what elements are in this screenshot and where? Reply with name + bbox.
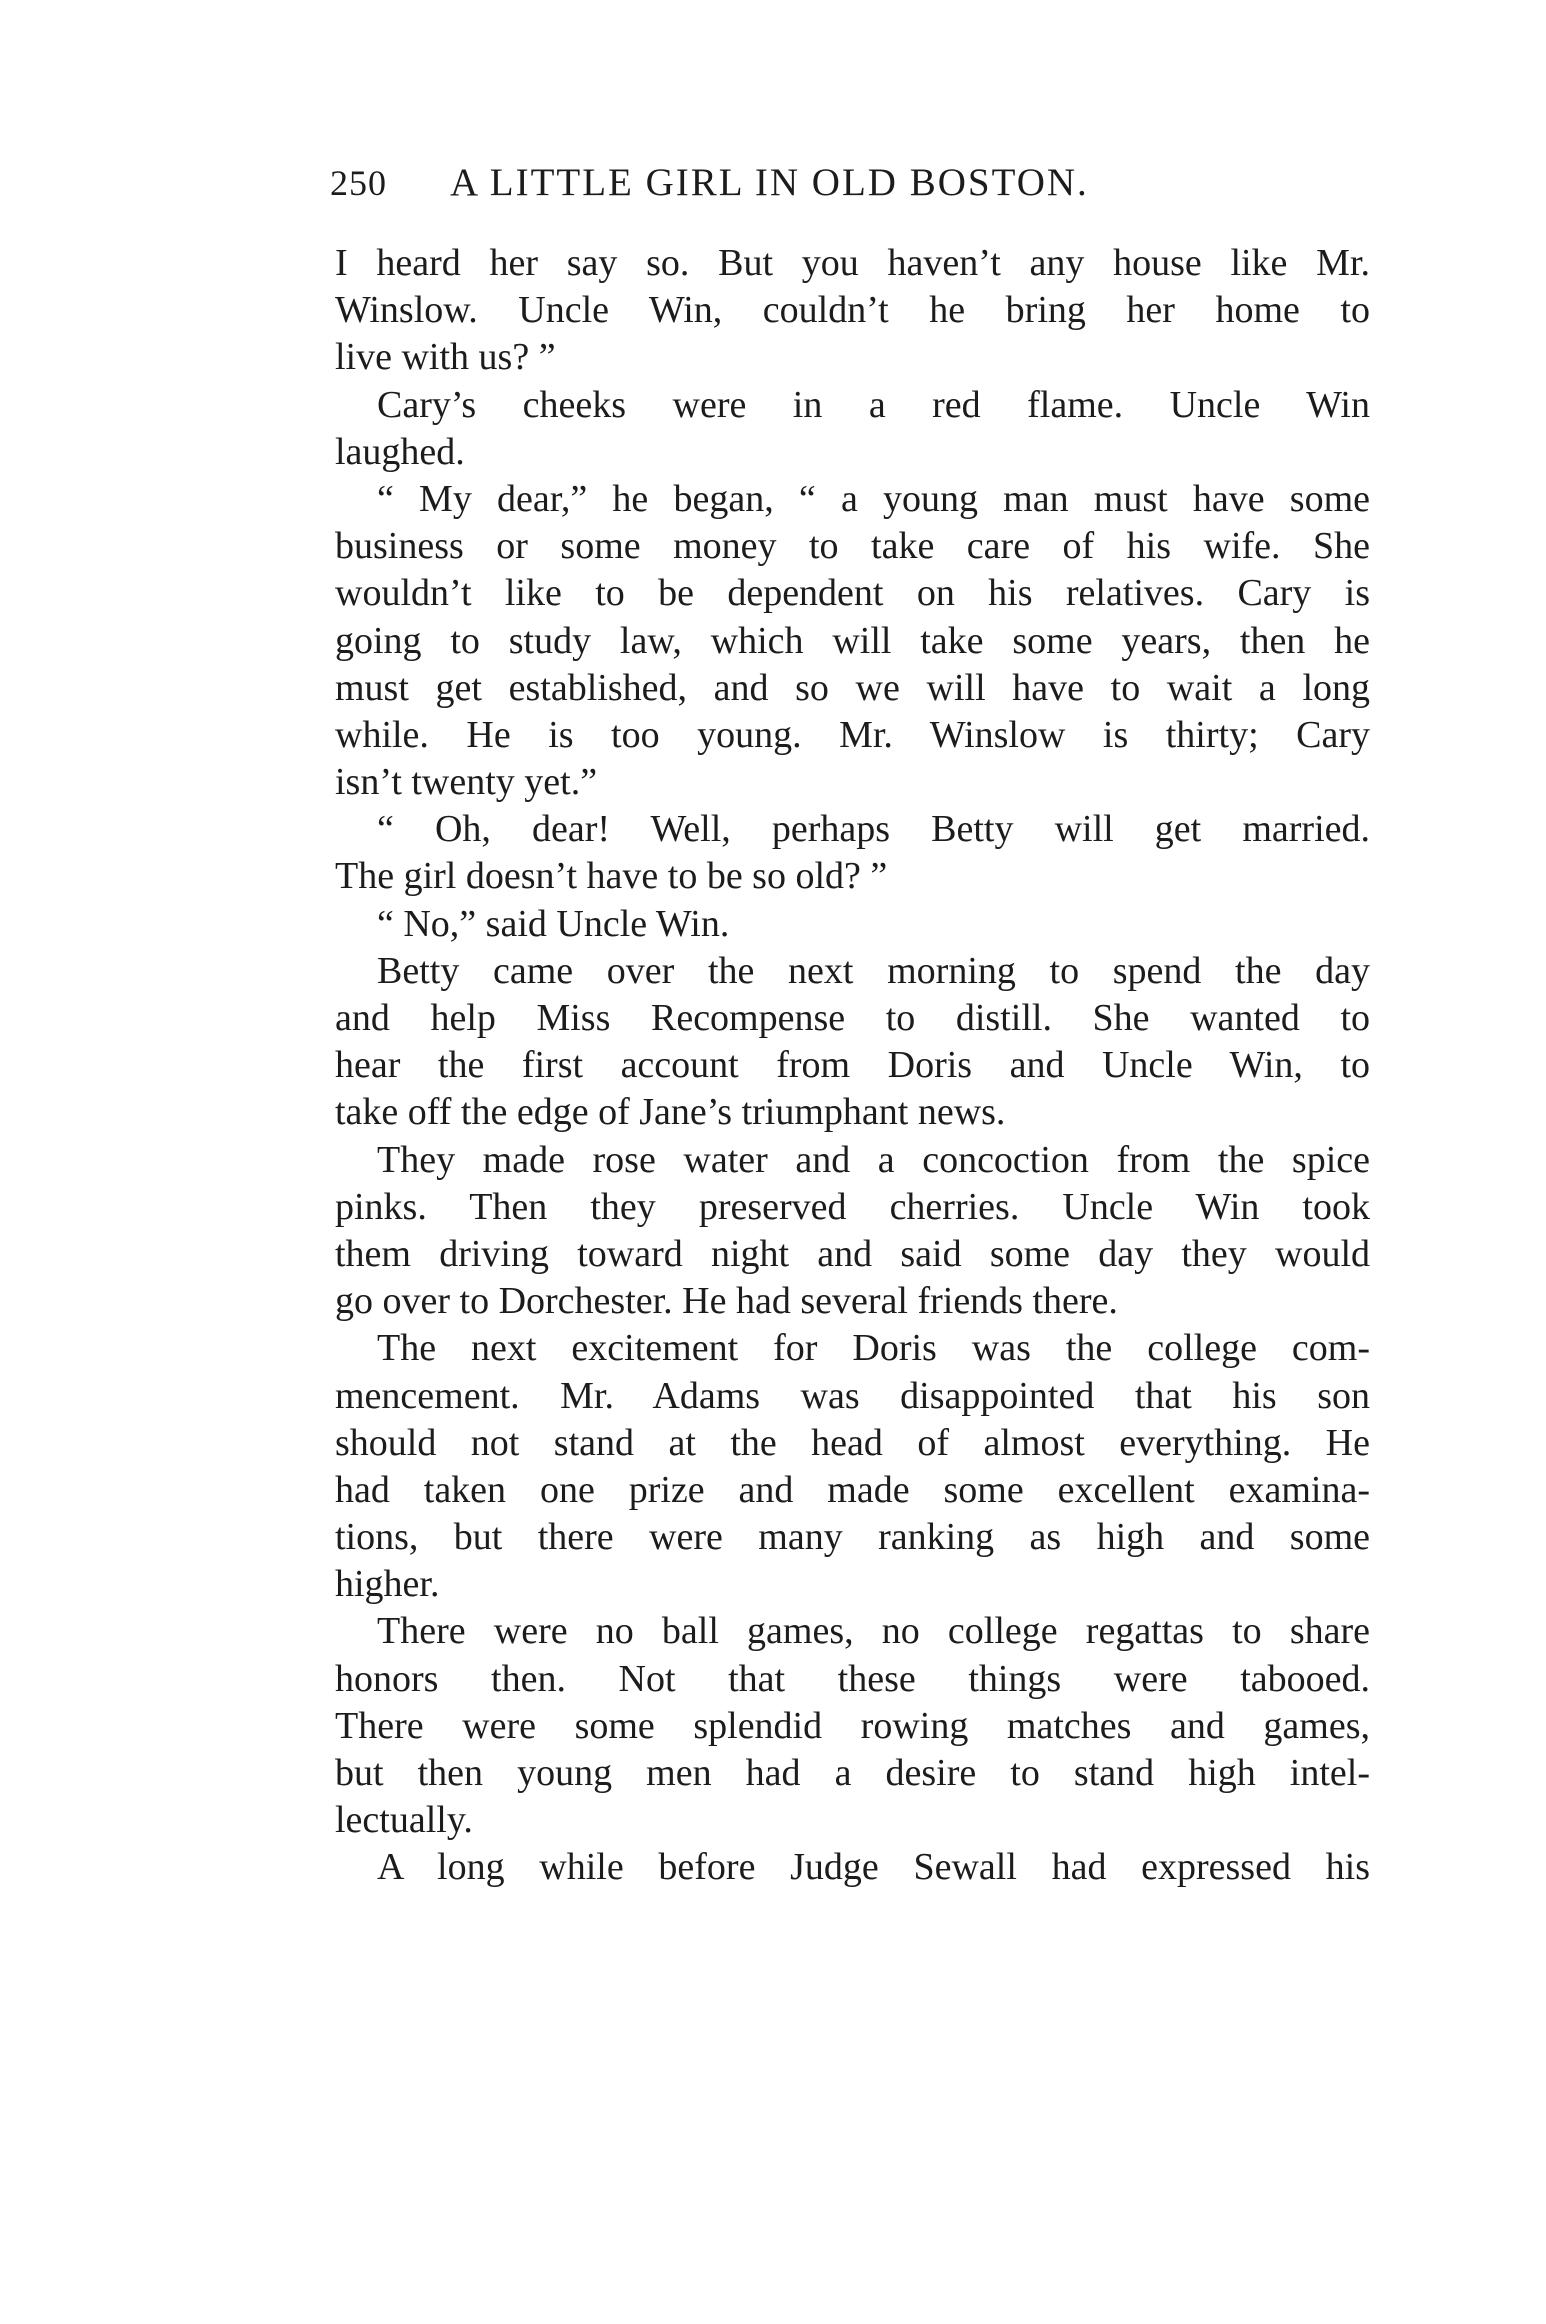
- text-line: them driving toward night and said some day they would: [335, 1232, 1370, 1275]
- text-line: They made rose water and a concoction from the spice: [377, 1138, 1370, 1181]
- text-line: Winslow. Uncle Win, couldn’t he bring her home to: [335, 289, 1370, 332]
- text-line: Betty came over the next morning to spend the day: [377, 949, 1370, 992]
- page-number: 250: [330, 163, 387, 203]
- text-line: There were no ball games, no college regattas to share: [377, 1610, 1370, 1653]
- text-line: wouldn’t like to be dependent on his relatives. Cary is: [335, 572, 1370, 615]
- text-line: lectually.: [335, 1799, 473, 1842]
- text-line: The girl doesn’t have to be so old? ”: [335, 855, 888, 898]
- text-line: The next excitement for Doris was the college com-: [377, 1327, 1370, 1370]
- text-line: “ Oh, dear! Well, perhaps Betty will get married.: [377, 808, 1370, 851]
- text-line: while. He is too young. Mr. Winslow is thirty; Cary: [335, 713, 1370, 756]
- text-line: pinks. Then they preserved cherries. Uncle Win took: [335, 1185, 1370, 1228]
- text-line: and help Miss Recompense to distill. She wanted to: [335, 997, 1370, 1039]
- text-line: tions, but there were many ranking as high and some: [335, 1516, 1370, 1559]
- text-line: had taken one prize and made some excellent examina-: [335, 1468, 1370, 1511]
- text-line: live with us? ”: [335, 336, 556, 379]
- text-line: There were some splendid rowing matches and games,: [335, 1704, 1370, 1747]
- text-line: hear the first account from Doris and Uncle Win, to: [335, 1044, 1370, 1087]
- text-line: isn’t twenty yet.”: [335, 761, 598, 804]
- running-head: [330, 160, 1370, 210]
- text-line: go over to Dorchester. He had several friends there.: [335, 1280, 1118, 1323]
- text-line: must get established, and so we will have to wait a long: [335, 666, 1370, 709]
- text-line: I heard her say so. But you haven’t any house like Mr.: [335, 242, 1370, 284]
- text-line: higher.: [335, 1563, 440, 1606]
- text-line: “ No,” said Uncle Win.: [377, 902, 730, 945]
- text-line: “ My dear,” he began, “ a young man must have some: [377, 477, 1370, 520]
- text-line: laughed.: [335, 430, 465, 473]
- text-line: Cary’s cheeks were in a red flame. Uncle Win: [377, 383, 1370, 426]
- text-line: honors then. Not that these things were tabooed.: [335, 1657, 1370, 1700]
- text-line: A long while before Judge Sewall had expressed his: [377, 1846, 1370, 1889]
- body-text: [335, 240, 1370, 1892]
- text-line: mencement. Mr. Adams was disappointed that his son: [335, 1374, 1370, 1417]
- text-line: should not stand at the head of almost everything. He: [335, 1421, 1370, 1464]
- text-line: but then young men had a desire to stand high intel-: [335, 1752, 1370, 1794]
- text-line: going to study law, which will take some years, then he: [335, 619, 1370, 662]
- text-line: business or some money to take care of his wife. She: [335, 525, 1370, 568]
- book-title: A LITTLE GIRL IN OLD BOSTON.: [450, 161, 1089, 204]
- text-line: take off the edge of Jane’s triumphant news.: [335, 1091, 1006, 1134]
